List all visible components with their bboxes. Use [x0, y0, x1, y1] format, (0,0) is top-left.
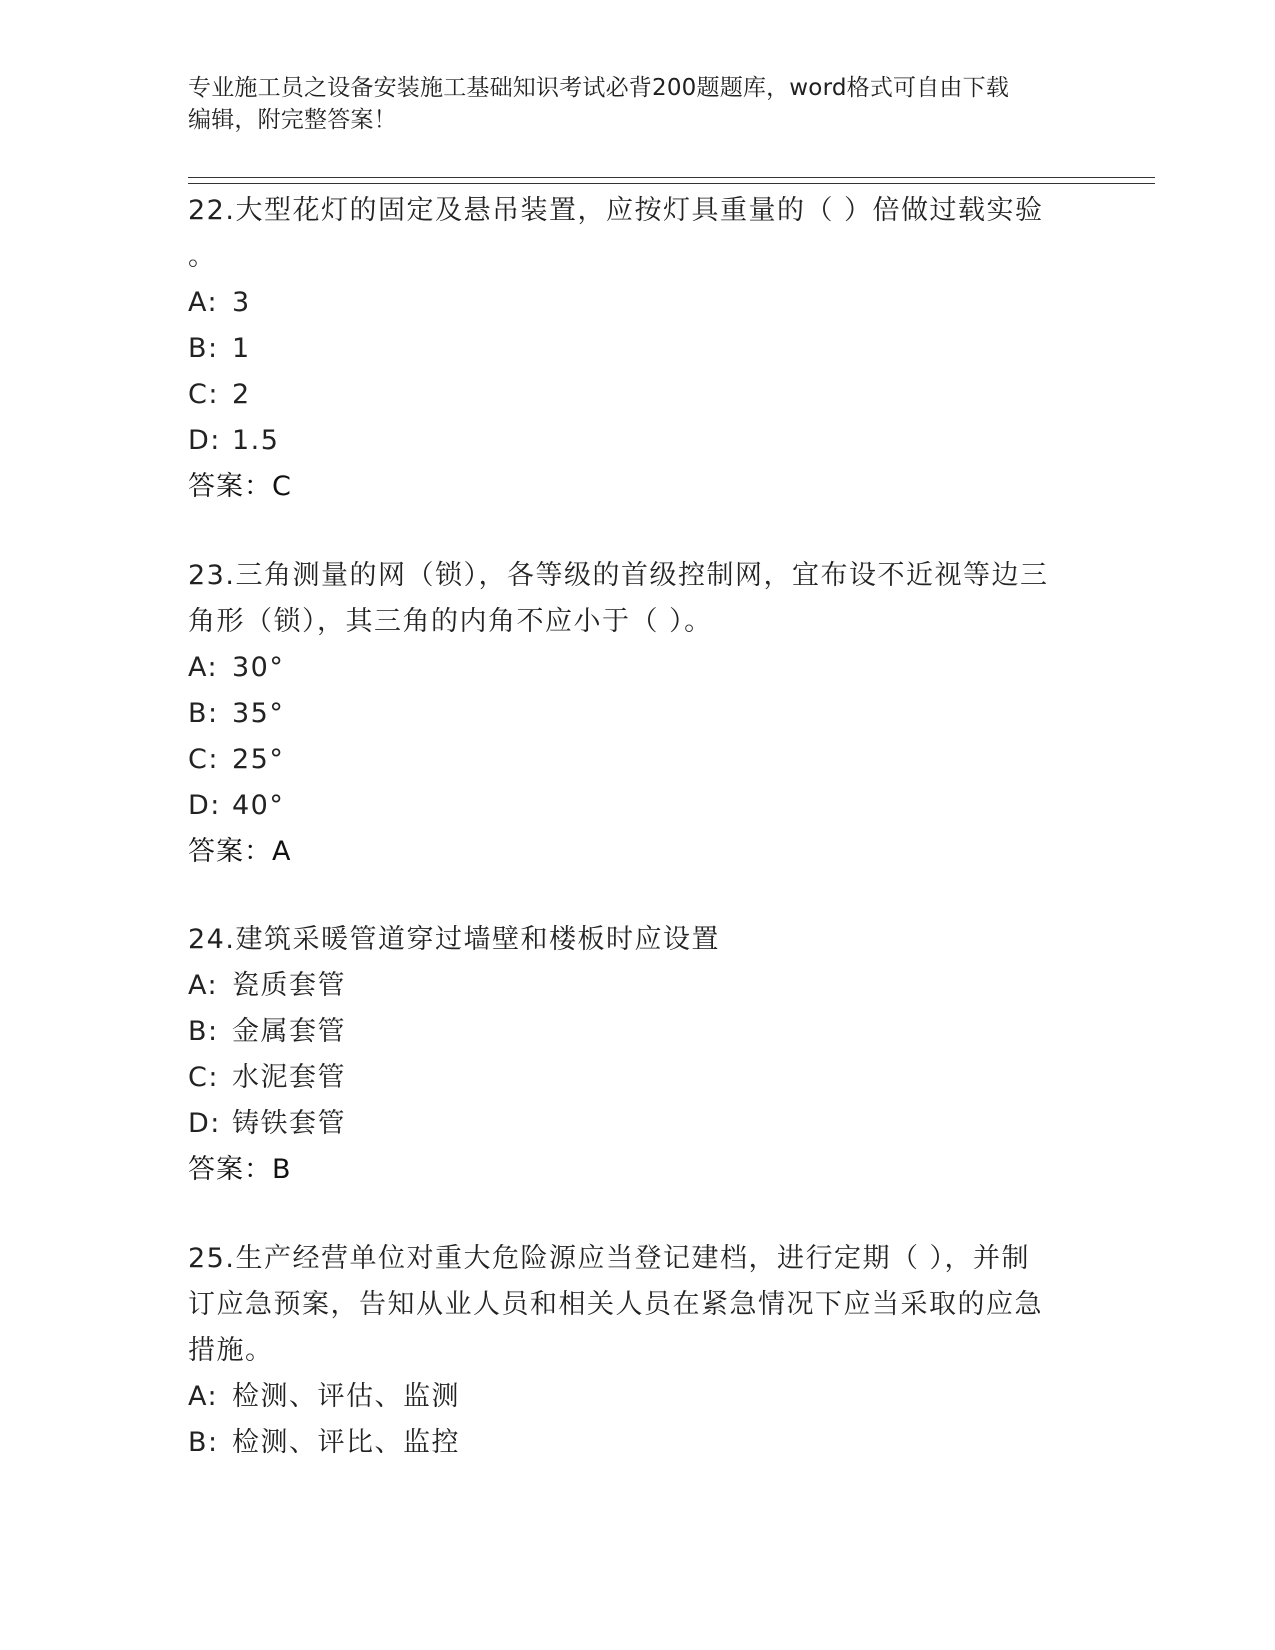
- question-stem-line-3: 措施。: [188, 1335, 274, 1366]
- header-divider-bottom: [188, 183, 1155, 184]
- option-a: [188, 280, 1088, 326]
- option-c: [188, 372, 1088, 418]
- option-text: 35°: [232, 698, 285, 729]
- question-stem-line-2: 。: [188, 241, 217, 272]
- option-letter: B:: [188, 1427, 219, 1458]
- header-divider-top: [188, 177, 1155, 178]
- option-d: [188, 783, 1088, 829]
- question-stem: [188, 188, 1088, 280]
- option-text: 1: [232, 333, 251, 364]
- option-b: [188, 691, 1088, 737]
- option-a: [188, 963, 1088, 1009]
- header-title-line-1: 专业施工员之设备安装施工基础知识考试必背200题题库，word格式可自由下载: [188, 75, 1010, 101]
- question-25: [188, 1236, 1088, 1466]
- option-b: [188, 1420, 1088, 1466]
- option-letter: D:: [188, 790, 221, 821]
- option-text: 30°: [232, 652, 285, 683]
- option-d: [188, 1101, 1088, 1147]
- option-text: 2: [232, 379, 251, 410]
- header-title-line-2: 编辑，附完整答案！: [188, 107, 397, 133]
- question-stem-line-2: 订应急预案，告知从业人员和相关人员在紧急情况下应当采取的应急: [188, 1289, 1043, 1320]
- question-23: [188, 553, 1088, 875]
- question-stem-line-1: 22.大型花灯的固定及悬吊装置，应按灯具重量的（ ）倍做过载实验: [188, 195, 1044, 226]
- option-letter: D:: [188, 1108, 221, 1139]
- document-header: [188, 72, 1088, 136]
- option-c: [188, 1055, 1088, 1101]
- option-text: 铸铁套管: [232, 1108, 346, 1139]
- answer-line: 答案：C: [188, 471, 292, 502]
- option-letter: C:: [188, 379, 219, 410]
- question-stem-line-1: 25.生产经营单位对重大危险源应当登记建档，进行定期（ ），并制: [188, 1243, 1031, 1274]
- option-text: 1.5: [232, 425, 280, 456]
- option-text: 3: [232, 287, 251, 318]
- option-letter: C:: [188, 744, 219, 775]
- question-stem: [188, 1236, 1088, 1374]
- question-24: [188, 917, 1088, 1193]
- option-text: 40°: [232, 790, 285, 821]
- option-a: [188, 1374, 1088, 1420]
- question-22: [188, 188, 1088, 510]
- option-a: [188, 645, 1088, 691]
- option-text: 水泥套管: [232, 1062, 346, 1093]
- option-letter: B:: [188, 1016, 219, 1047]
- question-stem: [188, 917, 1088, 963]
- option-letter: B:: [188, 698, 219, 729]
- option-letter: A:: [188, 970, 219, 1001]
- option-c: [188, 737, 1088, 783]
- option-letter: A:: [188, 287, 219, 318]
- option-text: 25°: [232, 744, 285, 775]
- option-b: [188, 1009, 1088, 1055]
- answer-line: 答案：A: [188, 836, 292, 867]
- question-stem-line-1: 24.建筑采暖管道穿过墙壁和楼板时应设置: [188, 924, 720, 955]
- answer-line: 答案：B: [188, 1154, 292, 1185]
- option-letter: C:: [188, 1062, 219, 1093]
- option-letter: A:: [188, 652, 219, 683]
- option-text: 瓷质套管: [232, 970, 346, 1001]
- question-stem-line-1: 23.三角测量的网（锁），各等级的首级控制网，宜布设不近视等边三: [188, 560, 1049, 591]
- option-d: [188, 418, 1088, 464]
- option-text: 金属套管: [232, 1016, 346, 1047]
- question-stem: [188, 553, 1088, 645]
- question-stem-line-2: 角形（锁），其三角的内角不应小于（ ）。: [188, 606, 713, 637]
- option-b: [188, 326, 1088, 372]
- option-letter: D:: [188, 425, 221, 456]
- option-letter: A:: [188, 1381, 219, 1412]
- option-text: 检测、评估、监测: [232, 1381, 460, 1412]
- option-letter: B:: [188, 333, 219, 364]
- option-text: 检测、评比、监控: [232, 1427, 460, 1458]
